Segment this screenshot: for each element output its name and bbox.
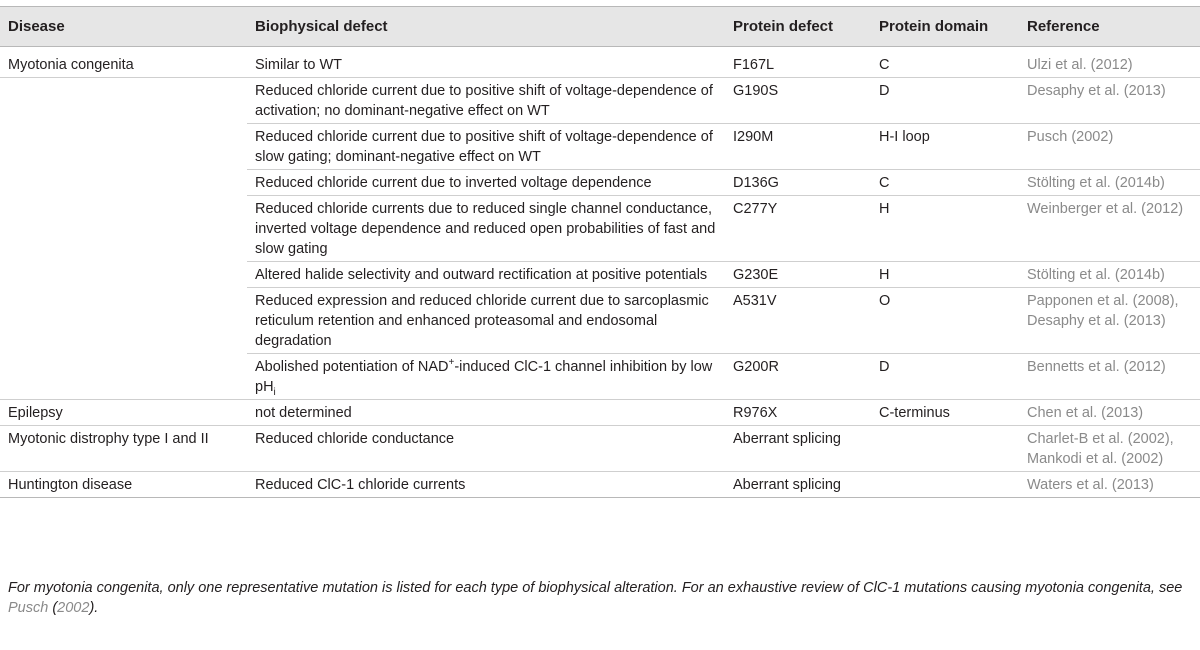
cell-defect: Reduced chloride currents due to reduced single channel conductance, inverted voltage dependence and reduced open probabilities of fast and slow gating bbox=[247, 196, 725, 262]
cell-protein: R976X bbox=[725, 400, 871, 426]
table-row bbox=[0, 78, 1200, 124]
header-protein-defect: Protein defect bbox=[725, 7, 871, 47]
cell-protein: A531V bbox=[725, 288, 871, 354]
cell-domain: O bbox=[871, 288, 1019, 354]
table-row bbox=[0, 124, 1200, 170]
table-header-row bbox=[0, 7, 1200, 47]
cell-defect: Altered halide selectivity and outward rectification at positive potentials bbox=[247, 262, 725, 288]
cell-reference bbox=[1019, 78, 1200, 124]
footnote-link-author[interactable]: Pusch bbox=[8, 600, 49, 616]
mutation-table bbox=[0, 6, 1200, 498]
cell-disease bbox=[0, 262, 247, 288]
table-row bbox=[0, 426, 1200, 472]
reference-link[interactable]: 2012 bbox=[1146, 201, 1179, 217]
cell-reference bbox=[1019, 124, 1200, 170]
header-disease: Disease bbox=[0, 7, 247, 47]
reference-link[interactable]: 2012 bbox=[1095, 57, 1128, 73]
cell-reference bbox=[1019, 196, 1200, 262]
reference-text: ) bbox=[1148, 477, 1154, 493]
table-row bbox=[0, 354, 1200, 400]
cell-disease bbox=[0, 124, 247, 170]
cell-defect: Reduced chloride current due to positive shift of voltage-dependence of activation; no dominant-negative effect on WT bbox=[247, 78, 725, 124]
cell-domain bbox=[871, 472, 1019, 498]
reference-text: Pusch ( bbox=[1027, 129, 1077, 145]
reference-link[interactable]: 2013 bbox=[1106, 405, 1139, 421]
cell-defect: Reduced expression and reduced chloride current due to sarcoplasmic reticulum retention and enhanced proteasomal and endosomal degradation bbox=[247, 288, 725, 354]
reference-text: Stölting et al. ( bbox=[1027, 267, 1120, 283]
reference-text: ) bbox=[1160, 267, 1165, 283]
table-footnote bbox=[8, 578, 1192, 618]
cell-domain bbox=[871, 426, 1019, 472]
reference-text: ) bbox=[1178, 201, 1184, 217]
reference-link[interactable]: 2008 bbox=[1137, 293, 1170, 309]
cell-defect: Reduced chloride conductance bbox=[247, 426, 725, 472]
reference-link[interactable]: 2013 bbox=[1128, 83, 1161, 99]
reference-text: ), bbox=[1169, 293, 1179, 309]
cell-defect bbox=[247, 354, 725, 400]
cell-disease: Huntington disease bbox=[0, 472, 247, 498]
reference-text: Weinberger et al. ( bbox=[1027, 201, 1147, 217]
reference-text: Waters et al. ( bbox=[1027, 477, 1117, 493]
table-row bbox=[0, 262, 1200, 288]
reference-link[interactable]: 2002 bbox=[1126, 451, 1159, 467]
cell-disease bbox=[0, 196, 247, 262]
subscript-i: i bbox=[273, 386, 276, 398]
table-row bbox=[0, 288, 1200, 354]
reference-text: ) bbox=[1158, 451, 1164, 467]
cell-reference bbox=[1019, 47, 1200, 78]
cell-domain: H-I loop bbox=[871, 124, 1019, 170]
reference-text: ), bbox=[1164, 431, 1174, 447]
cell-domain: D bbox=[871, 78, 1019, 124]
cell-reference bbox=[1019, 354, 1200, 400]
reference-link[interactable]: 2002 bbox=[1132, 431, 1165, 447]
reference-link[interactable]: 2014b bbox=[1119, 267, 1161, 283]
cell-protein: F167L bbox=[725, 47, 871, 78]
table-row bbox=[0, 400, 1200, 426]
reference-text: Chen et al. ( bbox=[1027, 405, 1106, 421]
cell-domain: C bbox=[871, 170, 1019, 196]
reference-text: ) bbox=[1160, 359, 1166, 375]
cell-protein: G200R bbox=[725, 354, 871, 400]
reference-text: ) bbox=[1138, 405, 1144, 421]
footnote-text: ( bbox=[48, 600, 58, 616]
cell-protein: G190S bbox=[725, 78, 871, 124]
reference-link[interactable]: 2013 bbox=[1116, 477, 1149, 493]
reference-text: ) bbox=[1127, 57, 1133, 73]
cell-domain: C-terminus bbox=[871, 400, 1019, 426]
cell-defect: not determined bbox=[247, 400, 725, 426]
defect-text: -induced ClC-1 channel inhibition by low pH bbox=[255, 359, 713, 395]
cell-reference bbox=[1019, 400, 1200, 426]
cell-disease: Myotonia congenita bbox=[0, 47, 247, 78]
cell-protein: G230E bbox=[725, 262, 871, 288]
reference-text: Bennetts et al. ( bbox=[1027, 359, 1129, 375]
cell-reference bbox=[1019, 288, 1200, 354]
cell-disease bbox=[0, 170, 247, 196]
footnote-text: For myotonia congenita, only one representative mutation is listed for each type of biophysical alteration. For an exhaustive review of ClC-1 mutations causing myotonia congenita, see bbox=[8, 580, 1183, 596]
table-row bbox=[0, 170, 1200, 196]
cell-protein: I290M bbox=[725, 124, 871, 170]
reference-text: ) bbox=[1108, 129, 1114, 145]
cell-reference bbox=[1019, 426, 1200, 472]
cell-disease bbox=[0, 78, 247, 124]
cell-domain: D bbox=[871, 354, 1019, 400]
reference-link[interactable]: 2013 bbox=[1128, 313, 1161, 329]
reference-text: ) bbox=[1160, 175, 1165, 191]
footnote-link-year[interactable]: 2002 bbox=[57, 600, 90, 616]
reference-link[interactable]: 2012 bbox=[1128, 359, 1161, 375]
defect-text: Abolished potentiation of NAD bbox=[255, 359, 449, 375]
header-reference: Reference bbox=[1019, 7, 1200, 47]
cell-disease bbox=[0, 354, 247, 400]
cell-disease: Epilepsy bbox=[0, 400, 247, 426]
cell-reference bbox=[1019, 262, 1200, 288]
reference-text: Desaphy et al. ( bbox=[1027, 83, 1129, 99]
reference-text: Papponen et al. ( bbox=[1027, 293, 1138, 309]
cell-defect: Reduced ClC-1 chloride currents bbox=[247, 472, 725, 498]
cell-protein: C277Y bbox=[725, 196, 871, 262]
table-row bbox=[0, 472, 1200, 498]
cell-disease: Myotonic distrophy type I and II bbox=[0, 426, 247, 472]
reference-text: Mankodi et al. ( bbox=[1027, 451, 1127, 467]
reference-link[interactable]: 2002 bbox=[1076, 129, 1109, 145]
cell-domain: C bbox=[871, 47, 1019, 78]
reference-link[interactable]: 2014b bbox=[1119, 175, 1161, 191]
reference-text: ) bbox=[1160, 83, 1166, 99]
reference-text: Desaphy et al. ( bbox=[1027, 313, 1129, 329]
reference-text: Stölting et al. ( bbox=[1027, 175, 1120, 191]
cell-disease bbox=[0, 288, 247, 354]
cell-defect: Reduced chloride current due to positive shift of voltage-dependence of slow gating; dominant-negative effect on WT bbox=[247, 124, 725, 170]
reference-text: ) bbox=[1160, 313, 1166, 329]
superscript-plus: + bbox=[448, 357, 455, 369]
cell-defect: Reduced chloride current due to inverted voltage dependence bbox=[247, 170, 725, 196]
table-row bbox=[0, 47, 1200, 78]
cell-defect: Similar to WT bbox=[247, 47, 725, 78]
cell-reference bbox=[1019, 472, 1200, 498]
cell-protein: Aberrant splicing bbox=[725, 472, 871, 498]
cell-protein: D136G bbox=[725, 170, 871, 196]
cell-protein: Aberrant splicing bbox=[725, 426, 871, 472]
reference-text: Charlet-B et al. ( bbox=[1027, 431, 1133, 447]
cell-reference bbox=[1019, 170, 1200, 196]
header-protein-domain: Protein domain bbox=[871, 7, 1019, 47]
cell-domain: H bbox=[871, 262, 1019, 288]
footnote-text: ). bbox=[89, 600, 99, 616]
header-biophysical-defect: Biophysical defect bbox=[247, 7, 725, 47]
reference-text: Ulzi et al. ( bbox=[1027, 57, 1096, 73]
table-row bbox=[0, 196, 1200, 262]
cell-domain: H bbox=[871, 196, 1019, 262]
